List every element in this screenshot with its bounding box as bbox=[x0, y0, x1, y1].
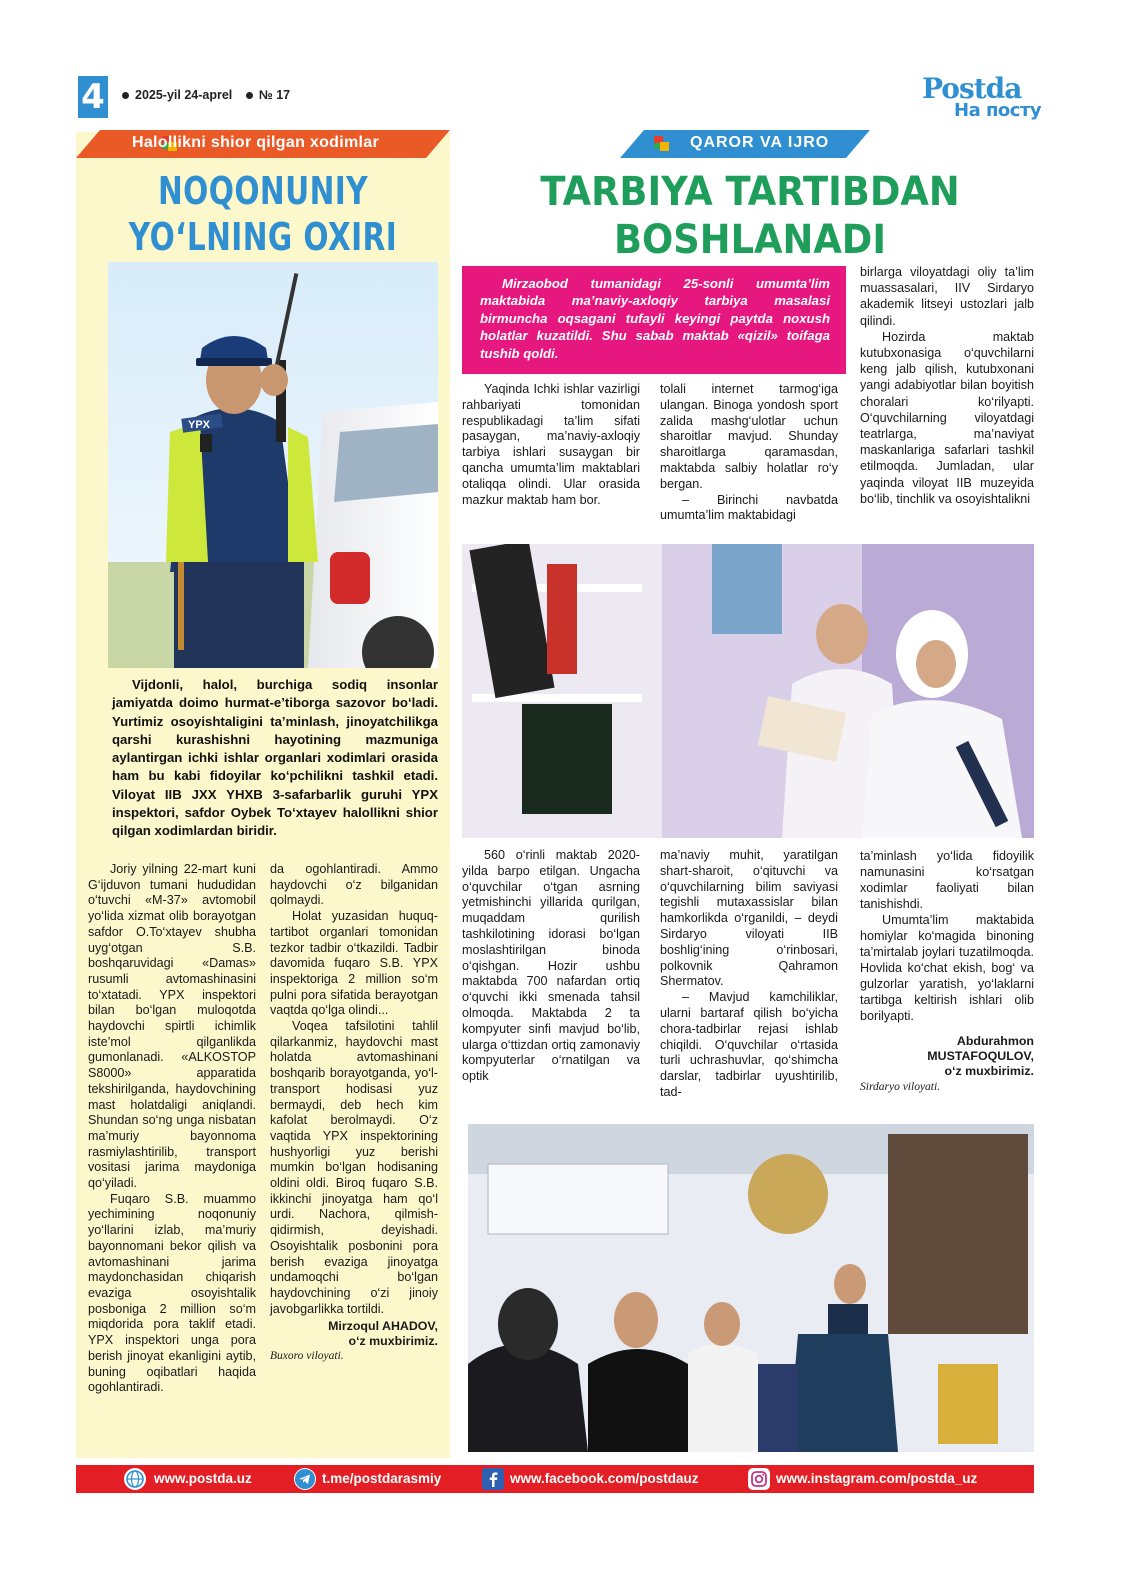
right-author-first: Abdurahmon bbox=[956, 1034, 1034, 1048]
paragraph: – Birinchi navbatda umumta’lim maktabidagi bbox=[660, 492, 838, 523]
left-byline bbox=[270, 1319, 438, 1349]
newspaper-logo bbox=[922, 72, 1042, 122]
rubric-squares-icon bbox=[654, 136, 670, 152]
right-lead-box bbox=[462, 266, 846, 374]
left-rubric bbox=[76, 130, 450, 158]
instagram-icon bbox=[748, 1468, 770, 1490]
logo-top: Postda bbox=[922, 72, 1022, 105]
paragraph: tolali internet tarmog‘iga ulangan. Binoga yondosh sport zalida mashg‘ulotlar uchun sharoitlar mavjud. Shunday sharoitlarga qaramasdan, maktabda salbiy holatlar ro‘y bergan. bbox=[660, 382, 838, 491]
right-place bbox=[860, 1079, 1034, 1095]
right-rubric bbox=[620, 130, 870, 158]
bullet-icon bbox=[122, 92, 129, 99]
right-lead-text: Mirzaobod tumanidagi 25-sonli umumta’lim maktabida ma’naviy-axloqiy tarbiya masalasi birmuncha oqsagani tufayli keyingi paytda noxush holatlar kuzatildi. Shu sabab maktab «qizil» toifaga tushib qoldi. bbox=[480, 276, 830, 361]
paragraph: – Mavjud kamchiliklar, ularni bartaraf qilish bo‘yicha chora-tadbirlar rejasi ishlab chiqildi. O‘quvchilar o‘rtasida turli uchrashuvlar, qo‘shimcha darslar, tadbirlar uyushtirilib, tad- bbox=[660, 990, 838, 1099]
right-author-role: o‘z muxbirimiz. bbox=[944, 1064, 1034, 1078]
telegram-link[interactable]: t.me/postdarasmiy bbox=[322, 1471, 442, 1486]
paragraph: Fuqaro S.B. muammo yechimining noqonuniy yo‘llarini izlab, ma’muriy bayonnomani bekor qilish va avtomashinani jarima maydonchasidan chiqarish evaziga osoyishtalik posboniga 2 million so‘m miqdorida pora taklif etadi. YPX inspektori unga pora berish jinoyat ekanligini aytib, buning oqibatlari haqida ogohlantiradi. bbox=[88, 1191, 256, 1395]
left-place: Buxoro viloyati. bbox=[270, 1350, 344, 1363]
bullet-icon bbox=[246, 92, 253, 99]
left-author-role: o‘z muxbirimiz. bbox=[348, 1334, 438, 1349]
footer-bar bbox=[76, 1465, 1034, 1493]
right-headline-line-1: TARBIYA TARTIBDAN bbox=[540, 169, 960, 215]
paragraph: birlarga viloyatdagi oliy ta’lim muassasalari, IIV Sirdaryo akademik litseyi ustozlari jalb qilindi. bbox=[860, 265, 1034, 328]
paragraph: Holat yuzasidan huquq-tartibot organlari tomonidan tezkor tadbir o‘tkazildi. Tadbir davomida fuqaro S.B. YPX inspektoriga 2 million so‘m pulni pora sifatida berayotgan vaqtda qo‘lga olindi... bbox=[270, 909, 438, 1018]
globe-icon bbox=[124, 1468, 146, 1490]
logo-bottom: На посту bbox=[954, 100, 1042, 121]
right-lower-col-3 bbox=[860, 848, 1034, 1095]
paragraph: Joriy yilning 22-mart kuni G‘ijduvon tumani hududidan o‘tuvchi «M-37» avtomobil yo‘lida xizmat olib borayotgan safdor O.To‘xtayev shubha uyg‘otgan S.B. boshqaruvidagi «Damas» rusumli avtomashinasini to‘xtatadi. YPX inspektori bilan bo‘lgan muloqotda haydovchi spirtli ichimlik iste’mol qilganlikda gumonlanadi. «ALKOSTOP S8000» apparatida tekshirilganda, haydovchining mast holatdaligi aniqlandi. Shundan so‘ng unga nisbatan ma’muriy bayonnoma rasmiylashtirilib, transport vositasi jarima maydoniga qo‘yiladi. bbox=[88, 862, 256, 1191]
page-number: 4 bbox=[78, 76, 108, 118]
right-headline bbox=[502, 168, 999, 264]
right-rubric-label: QAROR VA IJRO bbox=[690, 134, 830, 151]
paragraph: Yaqinda Ichki ishlar vazirligi rahbariyati tomonidan respublikadagi ta’lim sifati pasaygan, ma’naviy-axloqiy tarbiya ishlari susaygan bir qancha umumta’lim maktablari otaliqqa olindi. Ular orasida mazkur maktab ham bor. bbox=[462, 382, 640, 507]
library-photo bbox=[462, 544, 1034, 838]
right-upper-col-3 bbox=[860, 264, 1034, 507]
left-author-name: Mirzoqul AHADOV, bbox=[328, 1319, 438, 1334]
officer-photo bbox=[108, 262, 438, 668]
paragraph: ta’minlash yo‘lida fidoyilik namunasini ko‘rsatgan xodimlar faoliyati bilan tanishishdi. bbox=[860, 849, 1034, 911]
right-upper-col-2 bbox=[660, 382, 838, 524]
right-author-last: MUSTAFOQULOV, bbox=[927, 1049, 1034, 1063]
ypx-badge: YPX bbox=[188, 419, 211, 431]
left-headline-line-2: YO‘LNING OXIRI bbox=[128, 215, 398, 259]
telegram-icon bbox=[294, 1468, 316, 1490]
paragraph: da ogohlantiradi. Ammo haydovchi o‘z bilganidan qolmaydi. bbox=[270, 862, 438, 908]
facebook-link[interactable]: www.facebook.com/postdauz bbox=[510, 1471, 699, 1486]
issue-date: 2025-yil 24-aprel bbox=[135, 88, 233, 102]
paragraph: Hozirda maktab kutubxonasiga o‘quvchilarni keng jalb qilish, kutubxonani yangi adabiyotlar bilan boyitish choralari ko‘rilyapti. O‘quvchilarning viloyatdagi teatrlarga, ma’naviyat maskanlariga safarlari tashkil etilmoqda. Jumladan, ular yaqinda viloyat IIB muzeyida bo‘lib, tinchlik va osoyishtalikni bbox=[860, 329, 1034, 506]
right-lower-col-1 bbox=[462, 848, 640, 1085]
left-col-2 bbox=[270, 862, 438, 1365]
paragraph: ma’naviy muhit, yaratilgan shart-sharoit, o‘qituvchi va o‘quvchilarning bilim saviyasi tegishli mutaxassislar bilan hamkorlikda o‘rganildi, – deydi Sirdaryo viloyati IIB boshlig‘ining o‘rinbosari, polkovnik Qahramon Shermatov. bbox=[660, 848, 838, 989]
instagram-link[interactable]: www.instagram.com/postda_uz bbox=[776, 1471, 978, 1486]
left-col-1 bbox=[88, 862, 256, 1396]
right-byline bbox=[860, 1034, 1034, 1079]
museum-photo bbox=[468, 1124, 1034, 1452]
paragraph: 560 o‘rinli maktab 2020-yilda barpo etilgan. Ungacha o‘quvchilar o‘tgan asrning yetmishinchi yillarida qurilgan, muqaddam qurilish tashkilotining idorasi bo‘lgan moslashtirilgan binoda o‘qishgan. Hozir ushbu maktabda 700 nafardan ortiq o‘quvchi ikki smenada tahsil olmoqda. Maktabda 2 ta kompyuter sinfi mavjud bo‘lib, ularga o‘ttizdan ortiq zamonaviy kompyuterlar o‘rnatilgan va optik bbox=[462, 848, 640, 1084]
right-headline-line-2: BOSHLANADI bbox=[613, 217, 887, 263]
left-lead-text: Vijdonli, halol, burchiga sodiq insonlar jamiyatda doimo hurmat-e’tiborga sazovor bo‘ladi. Yurtimiz osoyishtaligini ta’minlash, jinoyatchilikga qarshi kurashishni hayotining mazmuniga aylantirgan ichki ishlar organlari xodimlari orasida ham bu kabi fidoyilar ko‘pchilikni tashkil etadi. Viloyat IIB JXX YHXB 3-safarbarlik guruhi YPX inspektori, safdor Oybek To‘xtayev halollikni shior qilgan xodimlardan biridir. bbox=[112, 677, 438, 839]
issue-number: № 17 bbox=[258, 88, 291, 102]
website-link[interactable]: www.postda.uz bbox=[154, 1471, 252, 1486]
facebook-icon bbox=[482, 1468, 504, 1490]
issue-meta bbox=[122, 88, 290, 102]
right-lower-col-2 bbox=[660, 848, 838, 1101]
paragraph: Umumta’lim maktabida homiylar ko‘magida binoning ta’mirtalab joylari tuzatilmoqda. Hovlida ko‘chat ekish, bog‘ va gulzorlar yaratish, yo‘laklarni tartibga keltirish ishlari olib borilyapti. bbox=[860, 913, 1034, 1023]
right-place-text: Sirdaryo viloyati. bbox=[860, 1081, 941, 1093]
left-rubric-label: Halollikni shior qilgan xodimlar bbox=[132, 134, 379, 151]
paragraph: Voqea tafsilotini tahlil qilarkanmiz, haydovchi mast holatda avtomashinani boshqarib borayotganda, yo‘l-transport hodisasi yuz bermaydi, deb hech kim kafolat berolmaydi. O‘z vaqtida YPX inspektorining hushyorligi yuz berishi mumkin bo‘lgan hodisaning oldini oldi. Biroq fuqaro S.B. ikkinchi jinoyatga ham qo‘l urdi. Nachora, qilmish-qidirmish, deyishadi. Osoyishtalik posbonini pora berish evaziga jinoyatga undamoqchi bo‘lgan haydovchining o‘zi jinoiy javobgarlikka tortildi. bbox=[270, 1019, 438, 1316]
left-headline-line-1: NOQONUNIY bbox=[157, 169, 369, 213]
right-upper-col-1 bbox=[462, 382, 640, 508]
left-lead bbox=[112, 676, 438, 841]
